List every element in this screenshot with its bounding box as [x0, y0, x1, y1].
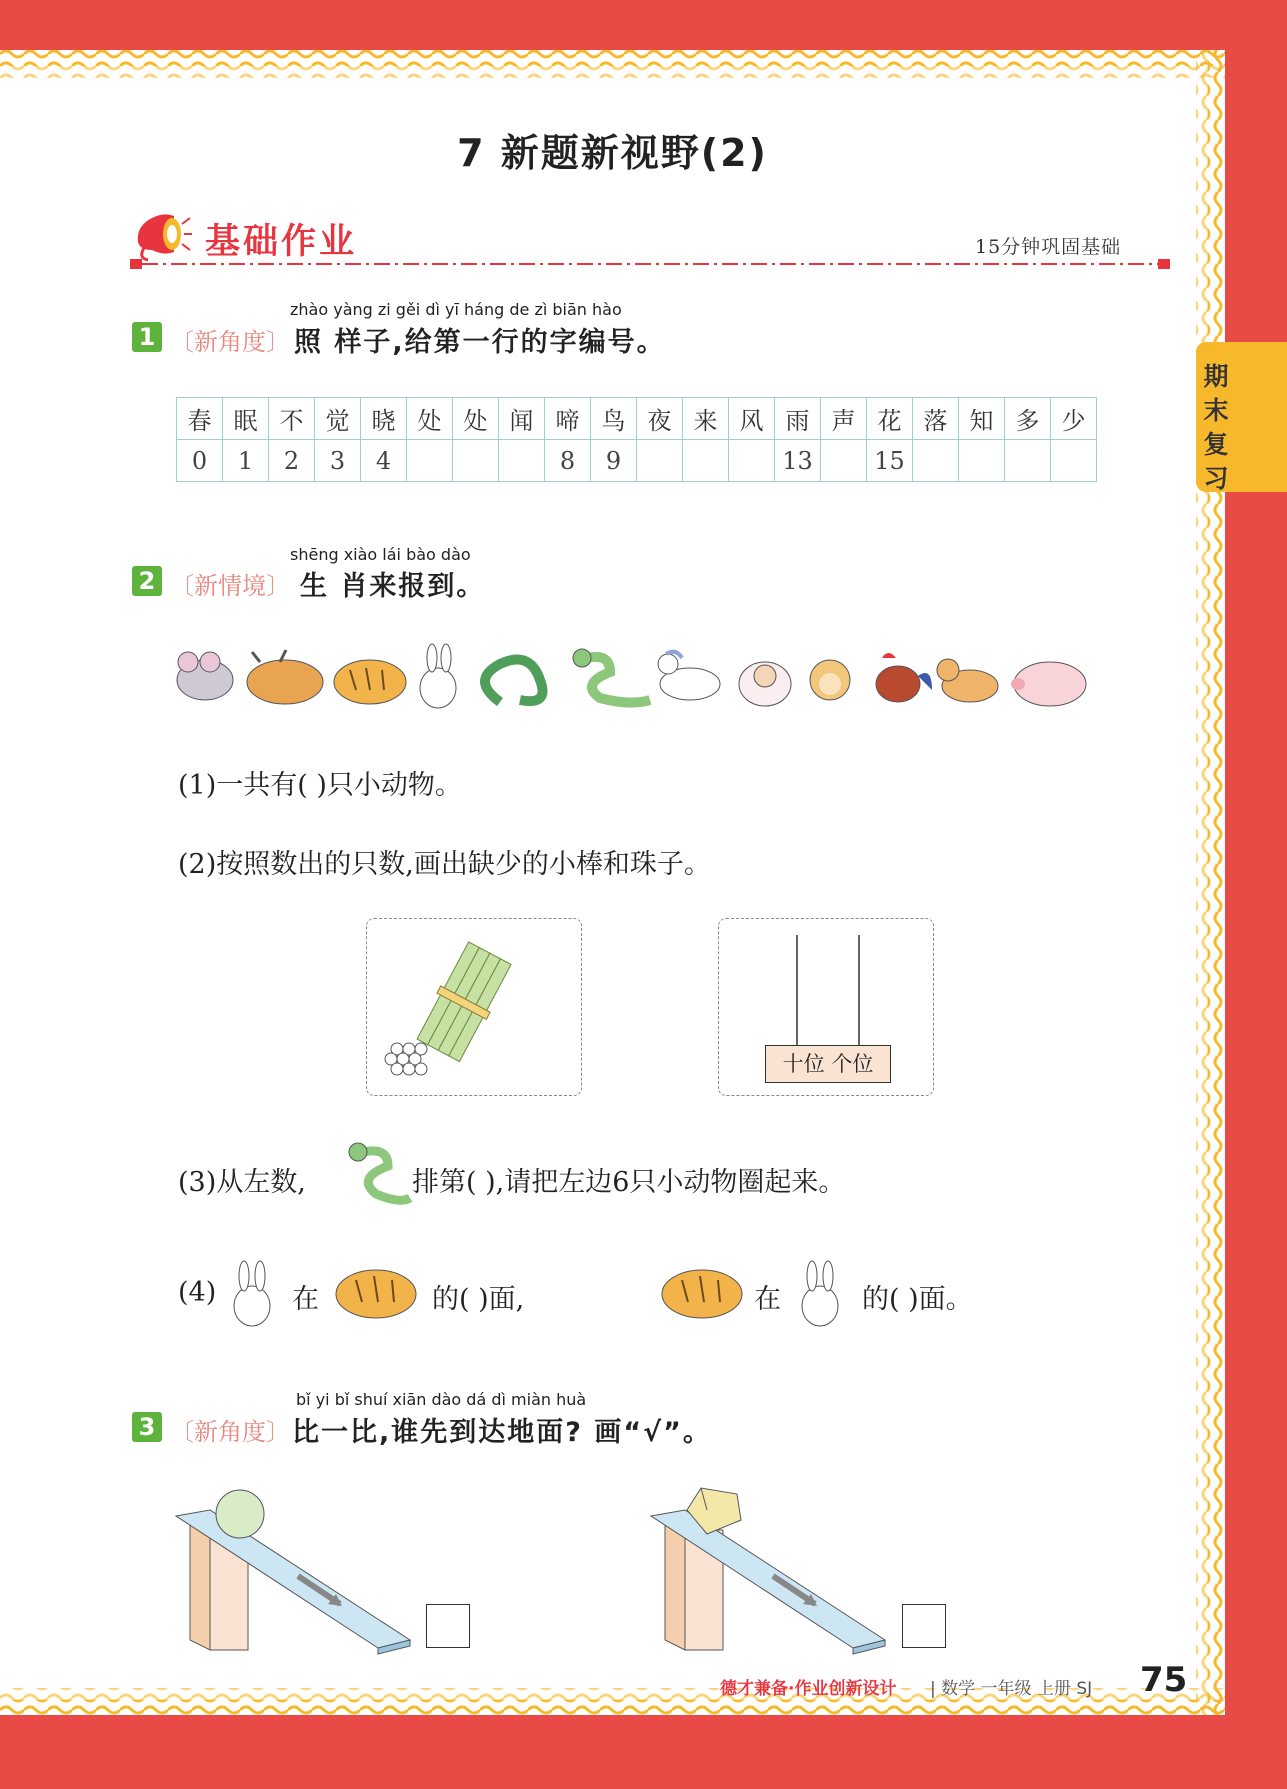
- poem-char-cell: 觉: [315, 398, 361, 440]
- number-cell[interactable]: [729, 440, 775, 482]
- number-cell[interactable]: 13: [775, 440, 821, 482]
- q2-text: 生 肖来报到。: [300, 571, 486, 602]
- pig-icon: [1011, 662, 1086, 706]
- poem-char-cell: 啼: [545, 398, 591, 440]
- number-cell[interactable]: 15: [867, 440, 913, 482]
- q3-pinyin: bǐ yi bǐ shuí xiān dào dá dì miàn huà: [296, 1390, 587, 1409]
- q2-part4-b: 在: [292, 1284, 319, 1315]
- poem-char-cell: 雨: [775, 398, 821, 440]
- rooster-icon: [876, 653, 932, 702]
- rabbit-icon: [222, 1256, 284, 1330]
- dragon-icon: [485, 660, 543, 702]
- section-title: 基础作业: [205, 222, 358, 262]
- number-cell[interactable]: 3: [315, 440, 361, 482]
- dog-icon: [937, 659, 998, 702]
- number-cell[interactable]: [453, 440, 499, 482]
- zodiac-animals-row: [170, 640, 1130, 720]
- q1-number: 1: [132, 322, 162, 352]
- stick-bundle-box[interactable]: [366, 918, 582, 1096]
- stick-bundle-icon: [367, 919, 581, 1095]
- q3-tag: 〔新角度〕: [170, 1418, 290, 1446]
- number-cell[interactable]: [637, 440, 683, 482]
- snake-icon: [573, 649, 650, 703]
- q1-text: 照 样子,给第一行的字编号。: [294, 327, 666, 358]
- ramp-ball-illustration: [170, 1480, 470, 1660]
- poem-char-cell: 知: [959, 398, 1005, 440]
- poem-char-cell: 晓: [361, 398, 407, 440]
- q2-part2: (2)按照数出的只数,画出缺少的小棒和珠子。: [178, 849, 711, 880]
- tiger-icon: [334, 660, 406, 704]
- poem-char-cell: 来: [683, 398, 729, 440]
- q2-part4-a: (4): [178, 1277, 217, 1308]
- poem-char-cell: 落: [913, 398, 959, 440]
- footer-book-info: | 数学 一年级 上册 SJ: [930, 1679, 1093, 1699]
- abacus-label: 十位 个位: [765, 1045, 891, 1083]
- number-cell[interactable]: [683, 440, 729, 482]
- footer-brand: 德才兼备·作业创新设计: [720, 1679, 897, 1699]
- poem-char-cell: 处: [453, 398, 499, 440]
- abacus-box[interactable]: [718, 918, 934, 1096]
- poem-char-cell: 鸟: [591, 398, 637, 440]
- poem-char-cell: 声: [821, 398, 867, 440]
- number-cell[interactable]: 2: [269, 440, 315, 482]
- snake-icon: [342, 1140, 414, 1212]
- q2-part3-b[interactable]: 排第( ),请把左边6只小动物圈起来。: [412, 1167, 846, 1198]
- q2-part4-d: 在: [754, 1284, 781, 1315]
- tiger-icon: [656, 1260, 750, 1326]
- horse-icon: [658, 652, 720, 700]
- ball-answer-box[interactable]: [426, 1604, 470, 1648]
- poem-char-cell: 不: [269, 398, 315, 440]
- number-cell[interactable]: 4: [361, 440, 407, 482]
- q2-part3-a: (3)从左数,: [178, 1167, 306, 1198]
- poem-char-cell: 少: [1051, 398, 1097, 440]
- poem-char-table: [176, 397, 1097, 482]
- number-cell[interactable]: [1005, 440, 1051, 482]
- number-cell[interactable]: [913, 440, 959, 482]
- poem-char-cell: 闻: [499, 398, 545, 440]
- tiger-icon: [330, 1260, 424, 1326]
- page-number: 75: [1140, 1660, 1188, 1700]
- number-row[interactable]: [177, 440, 1097, 482]
- poem-char-cell: 夜: [637, 398, 683, 440]
- ramp-cube-illustration: [645, 1480, 945, 1660]
- number-cell[interactable]: [407, 440, 453, 482]
- page-title: 7 新题新视野(2): [457, 131, 768, 175]
- section-subtitle: 15分钟巩固基础: [975, 236, 1122, 258]
- megaphone-icon: [130, 206, 192, 262]
- number-cell[interactable]: [499, 440, 545, 482]
- cube-answer-box[interactable]: [902, 1604, 946, 1648]
- char-row: [177, 398, 1097, 440]
- monkey-icon: [810, 660, 850, 700]
- rabbit-icon: [790, 1256, 852, 1330]
- q2-number: 2: [132, 566, 162, 596]
- chapter-tab-label: 期末复习: [1203, 362, 1229, 493]
- q2-tag: 〔新情境〕: [170, 572, 290, 600]
- poem-char-cell: 花: [867, 398, 913, 440]
- q2-pinyin: shēng xiào lái bào dào: [290, 545, 471, 564]
- ox-icon: [247, 650, 323, 704]
- poem-char-cell: 处: [407, 398, 453, 440]
- number-cell[interactable]: [1051, 440, 1097, 482]
- q2-part4-c[interactable]: 的( )面,: [432, 1284, 525, 1315]
- section-divider: [128, 257, 1174, 271]
- number-cell[interactable]: 1: [223, 440, 269, 482]
- number-cell[interactable]: 8: [545, 440, 591, 482]
- poem-char-cell: 多: [1005, 398, 1051, 440]
- mouse-icon: [177, 652, 233, 700]
- number-cell[interactable]: [959, 440, 1005, 482]
- rabbit-icon: [420, 644, 456, 708]
- q2-part4-e[interactable]: 的( )面。: [862, 1284, 973, 1315]
- q1-pinyin: zhào yàng zi gěi dì yī háng de zì biān hào: [290, 300, 622, 319]
- poem-char-cell: 眠: [223, 398, 269, 440]
- q3-number: 3: [132, 1412, 162, 1442]
- sheep-icon: [739, 662, 791, 706]
- q2-part1[interactable]: (1)一共有( )只小动物。: [178, 770, 462, 801]
- q1-tag: 〔新角度〕: [170, 328, 290, 356]
- q3-text: 比一比,谁先到达地面? 画“√”。: [292, 1417, 712, 1448]
- number-cell[interactable]: 0: [177, 440, 223, 482]
- poem-char-cell: 春: [177, 398, 223, 440]
- poem-char-cell: 风: [729, 398, 775, 440]
- number-cell[interactable]: 9: [591, 440, 637, 482]
- number-cell[interactable]: [821, 440, 867, 482]
